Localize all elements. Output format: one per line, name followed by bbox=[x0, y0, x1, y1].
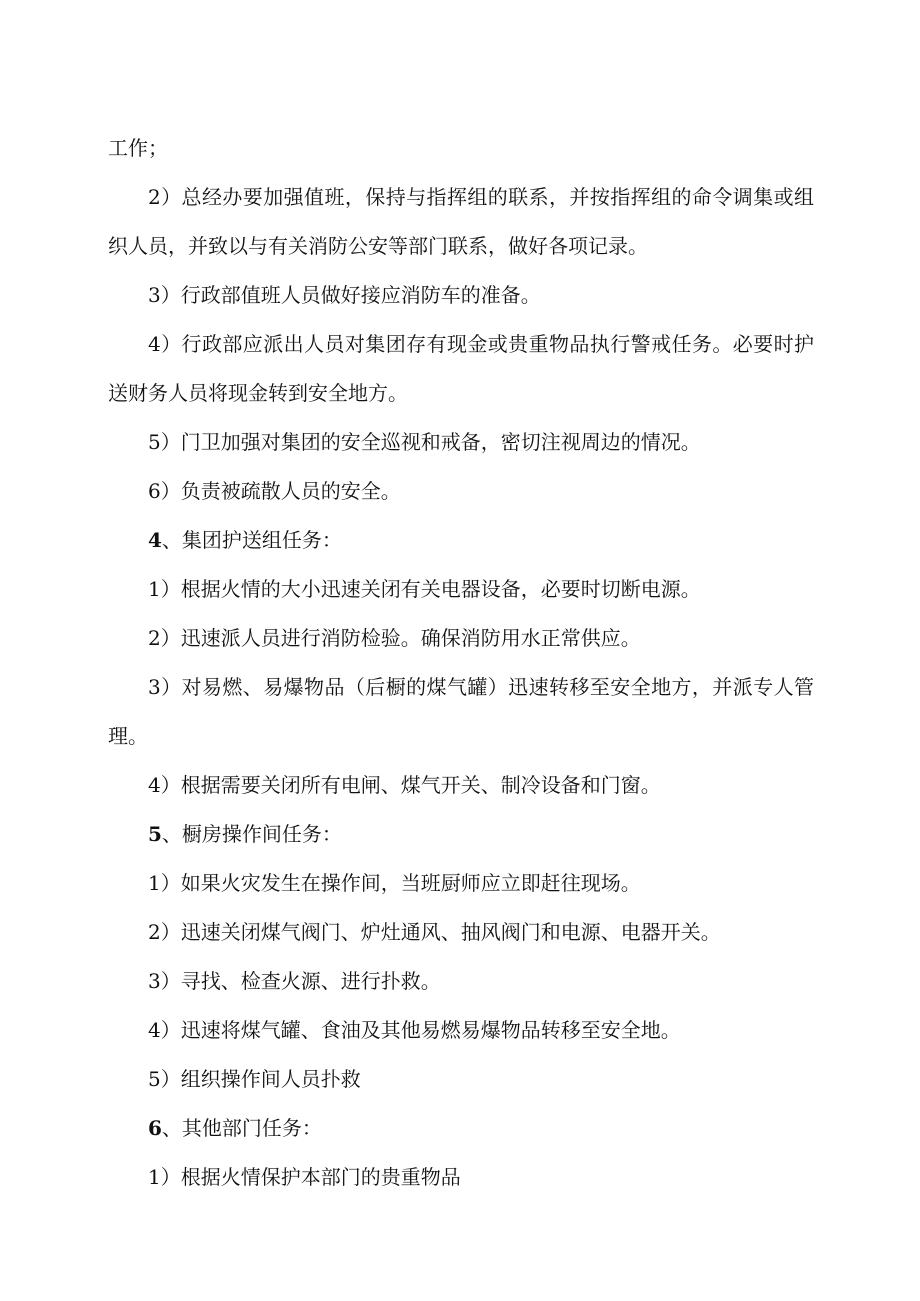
paragraph-item-1: 1）根据火情的大小迅速关闭有关电器设备，必要时切断电源。 bbox=[148, 577, 701, 601]
section-heading-escort-group bbox=[108, 516, 814, 565]
section-heading-kitchen bbox=[108, 810, 814, 859]
paragraph-item-5: 5）门卫加强对集团的安全巡视和戒备，密切注视周边的情况。 bbox=[148, 430, 701, 454]
paragraph-continuation: 工作； bbox=[108, 136, 168, 160]
section-title: 、其他部门任务： bbox=[161, 1116, 322, 1140]
section-number: 6 bbox=[148, 1116, 162, 1140]
section-number: 4 bbox=[148, 528, 162, 552]
paragraph-item-3: 3）对易燃、易爆物品（后橱的煤气罐）迅速转移至安全地方，并派专人管理。 bbox=[108, 675, 814, 748]
section-title: 、集团护送组任务： bbox=[161, 528, 342, 552]
paragraph-item-2: 2）迅速关闭煤气阀门、炉灶通风、抽风阀门和电源、电器开关。 bbox=[148, 920, 721, 944]
paragraph-item-2: 2）迅速派人员进行消防检验。确保消防用水正常供应。 bbox=[148, 626, 641, 650]
section-number: 5 bbox=[148, 822, 162, 846]
document-body bbox=[108, 124, 814, 1202]
paragraph-item-3: 3）行政部值班人员做好接应消防车的准备。 bbox=[148, 283, 541, 307]
paragraph-item-4: 4）迅速将煤气罐、食油及其他易燃易爆物品转移至安全地。 bbox=[148, 1018, 681, 1042]
paragraph-item-1: 1）如果火灾发生在操作间，当班厨师应立即赶往现场。 bbox=[148, 871, 641, 895]
paragraph-item-4: 4）根据需要关闭所有电闸、煤气开关、制冷设备和门窗。 bbox=[148, 773, 661, 797]
paragraph-item-4: 4）行政部应派出人员对集团存有现金或贵重物品执行警戒任务。必要时护送财务人员将现金转到安全地方。 bbox=[108, 332, 814, 405]
paragraph-item-1: 1）根据火情保护本部门的贵重物品 bbox=[148, 1165, 461, 1189]
paragraph-item-3: 3）寻找、检查火源、进行扑救。 bbox=[148, 969, 441, 993]
paragraph-item-2: 2）总经办要加强值班，保持与指挥组的联系，并按指挥组的命令调集或组织人员，并致以与有关消防公安等部门联系，做好各项记录。 bbox=[108, 185, 814, 258]
section-title: 、橱房操作间任务： bbox=[161, 822, 342, 846]
paragraph-item-6: 6）负责被疏散人员的安全。 bbox=[148, 479, 401, 503]
section-heading-other-departments bbox=[108, 1104, 814, 1153]
paragraph-item-5: 5）组织操作间人员扑救 bbox=[148, 1067, 361, 1091]
